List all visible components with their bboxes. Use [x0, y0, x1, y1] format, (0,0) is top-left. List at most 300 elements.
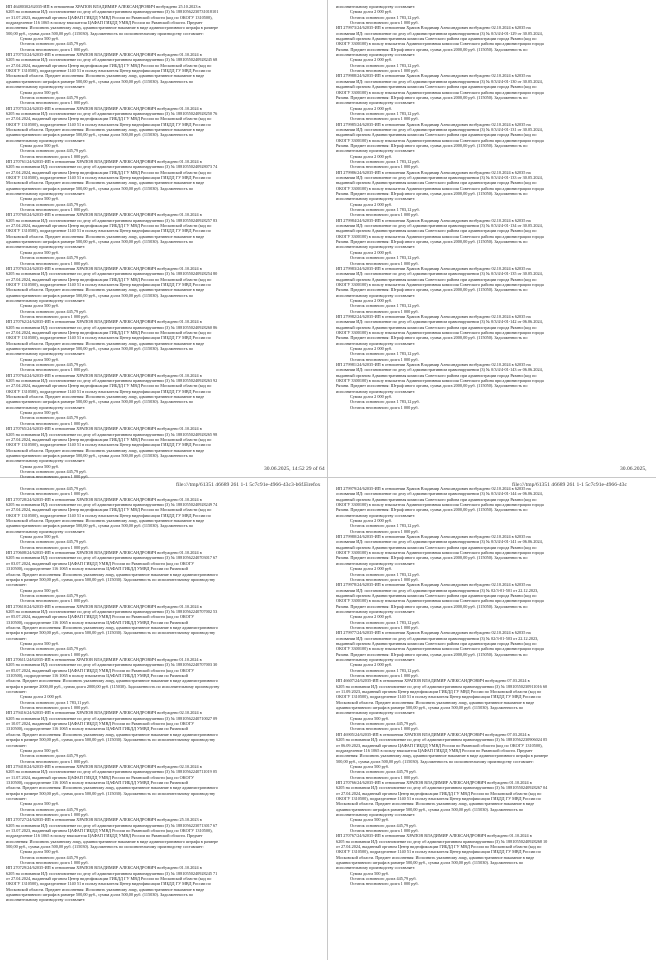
- text-line: Остаток неосновного долга 1 000 руб.: [20, 705, 89, 711]
- text-line: ИП 270753/24/62035-ИП в отношении ХРАПОВ ВЛАДИМИР АЛЕКСАНДРОВИЧ возбуждено 01.10.2024 в: [6, 52, 202, 58]
- text-line: Московской области. Предмет исполнения: Исполнить указанному лицу, административное наказание в виде: [6, 340, 205, 346]
- text-line: ИП 270760/24/62035-ИП в отношении ХРАПОВ ВЛАДИМИР АЛЕКСАНДРОВИЧ возбуждено 01.10.2024 в: [6, 212, 202, 218]
- text-line: административного штрафа в размере 500,00 руб., сумма долга 500,00 руб. (115030). Задолженность по: [6, 185, 194, 191]
- text-line: Рязани. Предмет исполнения: Штраф иного органа, сумма долга 2000,00 руб. (115050). Задолженность по: [336, 383, 528, 389]
- text-line: исполнительному производству составляет:: [336, 100, 416, 106]
- text-line: ИП 46905/24/62035-ИП в отношении ХРАПОВ ВЛАДИМИР АЛЕКСАНДРОВИЧ возбуждено 07.03.2024 в: [336, 731, 530, 737]
- text-line: Остаток неосновного долга 1 000 руб.: [20, 474, 89, 480]
- text-line: выданный органом Административная комиссия Советского района при администрации города Рязани (код по: [336, 36, 537, 42]
- text-line: административного штрафа в размере 500,00 руб., сумма долга 500,00 руб. (115030). Задолженность по: [6, 78, 194, 84]
- text-line: Рязани. Предмет исполнения: Штраф иного органа, сумма долга 2000,00 руб. (115050). Задолженность по: [336, 46, 528, 52]
- text-line: ИП 279984/24/62035-ИП в отношении Храпов Владимир Александрович возбуждено 02.10.2024 в 62035 на: [336, 217, 531, 223]
- text-line: штрафа в размере 500,00 руб., сумма долга 500,00 руб. (115030). Задолженность по исполнительному производству: [6, 737, 216, 743]
- text-line: Сумма долга 500 руб.: [20, 303, 59, 309]
- text-line: штрафа в размере 500,00 руб., сумма долга 500,00 руб. (115030). Задолженность по исполнительному производству: [6, 630, 216, 636]
- text-line: административного штрафа в размере 500,00 руб., сумма долга 500,00 руб. (115030). Задолженность по: [6, 523, 194, 529]
- text-line: 6205 на основании ИД: постановление по делу об административном правонарушении (3) № 18810550240928250 76: [6, 110, 218, 116]
- text-line: Сумма долга 500 руб.: [20, 801, 59, 807]
- text-line: подразделение 116 1065 в пользу взыскателя ЦАФАП ГИБДД УМВД России по Рязанской области. Предмет: [6, 833, 203, 839]
- text-line: исполнительному производству составляет:: [6, 351, 86, 357]
- text-line: основании ИД: постановление по делу об административном правонарушении (3) № 02/3-01-503 от 22.12.2023,: [336, 635, 539, 641]
- text-line: исполнительному производству составляет:: [336, 148, 416, 154]
- text-line: ИП 279977/24/62035-ИП в отношении Храпов Владимир Александрович возбуждено 02.10.2024 в 62035 на: [336, 630, 531, 636]
- text-line: 6205 на основании ИД: постановление по делу об административном правонарушении (3) № 18810550240928073 74: [6, 164, 218, 170]
- text-line: ОКОГУ 1310500), подразделение 1140 51 в пользу взыскателя Центр видеофиксации ГИБДД ГУ МВД России по: [6, 121, 211, 127]
- text-line: Остаток неосновного долга 1 000 руб.: [20, 651, 89, 657]
- text-line: исполнительному производству составляет:: [336, 340, 416, 346]
- text-line: исполнительному производству составляет:: [6, 528, 86, 534]
- text-line: Сумма долга 500 руб.: [350, 817, 389, 823]
- text-line: Рязани. Предмет исполнения: Штраф иного органа, сумма долга 2000,00 руб. (115050). Задолженность по: [336, 94, 528, 100]
- text-line: 6205 на основании ИД: постановление по делу об административном правонарушении (3) № 18810562240707002 53: [6, 608, 218, 614]
- page-column-divider: [327, 0, 328, 960]
- text-line: штрафа в размере 2000,00 руб., сумма долга 2000,00 руб. (115030). Задолженность по исполнительному производству: [6, 683, 220, 689]
- text-line: Остаток неосновного долга 1 000 руб.: [350, 673, 419, 679]
- text-line: от 06.09.2023, выданный органом ЦАФАП ГИБДД УМВД России по Рязанской области (код по ОКОГУ 1310500),: [336, 742, 543, 748]
- text-line: Сумма долга 500 руб.: [20, 356, 59, 362]
- text-line: исполнительному производству составляет:: [336, 292, 416, 298]
- text-line: области. Предмет исполнения: Исполнить указанному лицу, административное наказание в виде административного: [6, 678, 218, 684]
- page-text: [2, 484, 324, 903]
- text-line: 6205 на основании ИД: постановление по делу об административном правонарушении (3) № 18810550240928263 92: [6, 378, 218, 384]
- text-line: административного штрафа в размере 500,00 руб., сумма долга 500,00 руб. (115030). Задолженность по: [336, 806, 524, 812]
- text-line: области. Предмет исполнения: Исполнить указанному лицу, административное наказание в виде административного: [6, 624, 218, 630]
- text-line: ИП 279983/24/62035-ИП в отношении Храпов Владимир Александрович возбуждено 02.10.2024 в 62035 на: [336, 265, 531, 271]
- text-line: штрафа в размере 500,00 руб., сумма долга 500,00 руб. (115030). Задолженность по исполнительному производству: [6, 790, 216, 796]
- text-line: Остаток основного долга 1 783,12 руб.: [350, 303, 420, 309]
- text-line: ОКОГУ 1310500), подразделение 1140 51 в пользу взыскателя Центр видеофиксации ГИБДД ГУ МВД России по: [6, 881, 211, 887]
- text-line: ОКОГУ 3300100) в пользу взыскателя Административная комиссия Советского района при администрации города: [336, 550, 544, 556]
- text-line: Остаток основного долга 445,79 руб.: [20, 468, 87, 474]
- text-line: области. Предмет исполнения: Исполнить указанному лицу, административное наказание в виде административного: [6, 785, 218, 791]
- text-line: исполнительному производству составляет:: [336, 710, 416, 716]
- text-line: от 27.04.2024, выданный органом Центр видеофиксации ГИБДД ГУ МВД России по Московской области (код по: [6, 876, 212, 882]
- text-line: Сумма долга 2 000 руб.: [350, 297, 393, 303]
- text-line: выданный органом Административная комиссия Советского района при администрации города Рязани (код по: [336, 496, 537, 502]
- text-line: исполнительному производству составляет:: [336, 512, 416, 518]
- text-line: Остаток неосновного долга 1 000 руб.: [20, 46, 89, 52]
- text-line: исполнительному производству составляет:: [336, 608, 416, 614]
- text-line: Остаток неосновного долга 1 000 руб.: [350, 528, 419, 534]
- text-line: Сумма долга 500 руб.: [20, 849, 59, 855]
- text-line: выданный органом Административная комиссия Советского района при администрации города Рязани (код по: [336, 228, 537, 234]
- text-line: составляет:: [6, 635, 27, 641]
- text-line: Остаток неосновного долга 1 000 руб.: [20, 313, 89, 319]
- text-line: исполнительному производству составляет:: [336, 560, 416, 566]
- print-header-url: file:///tmp/61351 46689 261 1-1 5c7c91e-4966-43c: [512, 482, 627, 488]
- print-footer-date: 30.06.2025, 14:52: [264, 466, 305, 472]
- text-line: 6205 на основании ИД: постановление по делу об административном правонарушении (3) № 18810550240928254 80: [6, 271, 218, 277]
- text-line: основании ИД: постановление по делу об административном правонарушении (3) № 02/3-01-501 от 22.12.2023,: [336, 587, 539, 593]
- text-line: выданный органом Административная комиссия Советского района при администрации города Рязани (код по: [336, 592, 537, 598]
- text-line: 6205 на основании ИД: постановление по делу об административном правонарушении (3) № 18810562230713017 67: [6, 822, 218, 828]
- text-line: Остаток неосновного долга 1 000 руб.: [20, 811, 89, 817]
- text-line: 6205 на основании ИД: постановление по делу об административном правонарушении (3) № 18810550240928245 68: [6, 57, 218, 63]
- text-line: основании ИД: постановление по делу об административном правонарушении (3) № 0/3/4/4-01-134 от 30.05.2024,: [336, 223, 543, 229]
- text-line: Остаток неосновного долга 1 000 руб.: [20, 491, 89, 497]
- text-line: ОКОГУ 1310500), подразделение 1140 51 в пользу взыскателя Центр видеофиксации ГИБДД ГУ МВД России по: [6, 388, 211, 394]
- text-line: Московской области. Предмет исполнения: Исполнить указанному лицу, административное наказание в виде: [6, 126, 205, 132]
- text-line: Остаток неосновного долга 1 000 руб.: [350, 726, 419, 732]
- text-line: административного штрафа в размере 500,00 руб., сумма долга 500,00 руб. (115030). Задолженность по: [336, 705, 524, 711]
- text-line: основании ИД: постановление по делу об административном правонарушении (3) № 0/3/4/4-01-133 от 30.05.2024,: [336, 175, 543, 180]
- text-line: 6205 на основании ИД: постановление по делу об административном правонарушении (3) № 18810562230906024 05: [336, 737, 548, 743]
- text-line: Остаток основного долга 445,79 руб.: [20, 592, 87, 598]
- text-line: Остаток основного долга 445,79 руб.: [20, 854, 87, 860]
- text-line: Остаток неосновного долга 1 000 руб.: [20, 420, 89, 426]
- text-line: ОКОГУ 3300100) в пользу взыскателя Административная комиссия Советского района при администрации города: [336, 41, 544, 47]
- text-line: от 27.04.2024, выданный органом Центр видеофиксации ГИБДД ГУ МВД России по Московской области (код по: [336, 790, 542, 796]
- text-line: 500,00 руб., сумма долга 500,00 руб. (115030). Задолженность по исполнительному производству составляет:: [6, 30, 204, 36]
- text-line: Остаток неосновного долга 1 000 руб.: [350, 68, 419, 74]
- text-line: 1310500), подразделение 116 1065 в пользу взыскателя ЦАФАП ГИБДД УМВД России по Рязанской: [6, 566, 188, 572]
- text-line: Остаток неосновного долга 1 000 руб.: [20, 598, 89, 604]
- text-line: основании ИД: постановление по делу об административном правонарушении (3) № 0/3/4/4-01-143 от 06.06.2024,: [336, 367, 543, 373]
- text-line: Остаток основного долга 445,79 руб.: [20, 646, 87, 652]
- text-line: Остаток основного долга 1 783,12 руб.: [350, 399, 420, 405]
- text-line: от 27.04.2024, выданный органом Центр видеофиксации ГИБДД ГУ МВД России по Московской области (код по: [6, 436, 212, 442]
- text-line: выданный органом Административная комиссия Советского района при администрации города Рязани (код по: [336, 132, 537, 138]
- text-line: от 13.07.2023, выданный органом ЦАФАП ГИБДД УМВД России по Рязанской области (код по ОКОГУ 1310500),: [6, 828, 213, 833]
- text-line: области. Предмет исполнения: Исполнить указанному лицу, административное наказание в виде административного: [6, 731, 218, 737]
- text-line: ОКОГУ 3300100) в пользу взыскателя Административная комиссия Советского района при администрации города: [336, 89, 544, 95]
- text-line: Остаток неосновного долга 1 000 руб.: [20, 758, 89, 764]
- text-line: выданный органом Административная комиссия Советского района при администрации города Рязани (код по: [336, 276, 537, 282]
- text-line: ОКОГУ 1310500), подразделение 1140 51 в пользу взыскателя Центр видеофиксации ГИБДД ГУ МВД России по: [336, 849, 541, 855]
- text-line: административного штрафа в размере 500,00 руб., сумма долга 500,00 руб. (115030). Задолженность по: [6, 452, 194, 458]
- text-line: Сумма долга 500 руб.: [20, 640, 59, 646]
- text-line: от 03.07.2024, выданный органом ЦАФАП ГИБДД УМВД России по Рязанской области (код по ОКОГУ: [6, 560, 195, 566]
- text-line: административного штрафа в размере 500,00 руб., сумма долга 500,00 руб. (115030). Задолженность по: [6, 346, 194, 351]
- text-line: Московской области. Предмет исполнения: Исполнить указанному лицу, административное наказание в виде: [6, 73, 205, 79]
- text-line: ОКОГУ 1310500), подразделение 1140 51 в пользу взыскателя Центр видеофиксации ГИБДД ГУ МВД России по: [6, 335, 211, 341]
- text-line: Остаток основного долга 1 783,12 руб.: [350, 158, 420, 164]
- text-line: от 27.04.2024, выданный органом Центр видеофиксации ГИБДД ГУ МВД России по Московской области (код по: [6, 169, 212, 175]
- text-line: выданный органом Административная комиссия Советского района при администрации города Рязани (код по: [336, 84, 537, 90]
- text-line: Остаток основного долга 445,79 руб.: [20, 806, 87, 812]
- text-line: Остаток основного долга 1 783,12 руб.: [350, 14, 420, 20]
- text-line: основании ИД: постановление по делу об административном правонарушении (3) № 0/3/4/4-01-131 от 30.05.2024,: [336, 126, 543, 132]
- text-line: Сумма долга 500 руб.: [20, 36, 59, 42]
- text-line: ИП 279986/24/62035-ИП в отношении Храпов Владимир Александрович возбуждено 02.10.2024 в 62035 на: [336, 169, 531, 175]
- text-line: Остаток основного долга 445,79 руб.: [20, 753, 87, 759]
- text-line: исполнительному производству составляет:: [336, 811, 416, 817]
- text-line: Московской области. Предмет исполнения: Исполнить указанному лицу, административное наказание в виде: [6, 233, 205, 239]
- text-line: ОКОГУ 3300100) в пользу взыскателя Административная комиссия Советского района при администрации города: [336, 598, 544, 604]
- text-line: ИП 279973/24/62035-ИП в отношении Храпов Владимир Александрович возбуждено 02.10.2024 в 62035 на: [336, 25, 531, 31]
- text-line: Сумма долга 2 000 руб.: [350, 662, 393, 668]
- text-line: основании ИД: постановление по делу об административном правонарушении (3) № 0/3/4/4-01-142 от 06.06.2024,: [336, 319, 543, 325]
- text-line: исполнения: Исполнить указанному лицу, административное наказание в виде административного штрафа в размере: [6, 838, 219, 844]
- text-line: ОКОГУ 3300100) в пользу взыскателя Административная комиссия Советского района при администрации города: [336, 378, 544, 384]
- text-line: исполнительному производству составляет:: [6, 404, 86, 410]
- text-line: от 10.07.2024, выданный органом ЦАФАП ГИБДД УМВД России по Рязанской области (код по ОКОГУ: [6, 721, 195, 727]
- text-line: Остаток неосновного долга 1 000 руб.: [350, 260, 419, 266]
- text-line: ОКОГУ 3300100) в пользу взыскателя Административная комиссия Советского района при администрации города: [336, 185, 544, 191]
- text-line: ОКОГУ 1310500), подразделение 1140 51 в пользу взыскателя Центр видеофиксации ГИБДД ГУ МВД России по: [336, 694, 541, 700]
- text-line: Сумма долга 2 000 руб.: [350, 9, 393, 15]
- text-line: Рязани. Предмет исполнения: Штраф иного органа, сумма долга 2000,00 руб. (115050). Задолженность по: [336, 603, 528, 609]
- text-line: ОКОГУ 1310500), подразделение 1140 51 в пользу взыскателя Центр видеофиксации ГИБДД ГУ МВД России по: [6, 512, 211, 518]
- text-line: Остаток неосновного долга 1 000 руб.: [350, 164, 419, 170]
- text-line: Рязани. Предмет исполнения: Штраф иного органа, сумма долга 2000,00 руб. (115050). Задолженность по: [336, 507, 528, 513]
- text-line: Сумма долга 500 руб.: [350, 870, 389, 876]
- text-line: ИП 279416/24/62035-ИП в отношении ХРАПОВ ВЛАДИМИР АЛЕКСАНДРОВИЧ возбуждено 02.10.2024 в: [6, 710, 202, 716]
- text-line: Остаток неосновного долга 1 000 руб.: [350, 212, 419, 218]
- print-footer-date: 30.06.2025,: [620, 466, 647, 472]
- text-line: Остаток основного долга 445,79 руб.: [350, 721, 417, 727]
- text-line: от 27.04.2024, выданный органом Центр видеофиксации ГИБДД ГУ МВД России по Московской области (код по: [336, 844, 542, 850]
- text-line: Рязани. Предмет исполнения: Штраф иного органа, сумма долга 2000,00 руб. (115050). Задолженность по: [336, 142, 528, 148]
- print-header-app: Firefox: [304, 482, 321, 488]
- text-line: основании ИД: постановление по делу об административном правонарушении (3) № 0/3/4/4-01-141 от 06.06.2024,: [336, 539, 543, 545]
- text-line: штрафа в размере 500,00 руб., сумма долга 500,00 руб. (115030). Задолженность по исполнительному производству: [6, 576, 216, 582]
- text-line: Сумма долга 500 руб.: [350, 763, 389, 769]
- text-line: ОКОГУ 3300100) в пользу взыскателя Административная комиссия Советского района при администрации города: [336, 646, 544, 652]
- text-line: Рязани. Предмет исполнения: Штраф иного органа, сумма долга 2000,00 руб. (115050). Задолженность по: [336, 555, 528, 561]
- text-line: 6205 на основании ИД: постановление по делу об административном правонарушении (3) № 18810562240710027 09: [6, 715, 218, 721]
- document-page-bottom-right: [332, 484, 654, 954]
- text-line: 6205 на основании ИД: постановление по делу об административном правонарушении (3) № 18810562240703017 67: [6, 555, 218, 561]
- text-line: Сумма долга 2 000 руб.: [350, 394, 393, 400]
- text-line: ИП 279982/24/62035-ИП в отношении Храпов Владимир Александрович возбуждено 02.10.2024 в 62035 на: [336, 313, 531, 319]
- text-line: Остаток основного долга 445,79 руб.: [20, 201, 87, 207]
- text-line: Остаток основного долга 445,79 руб.: [20, 415, 87, 421]
- text-line: исполнительному производству составляет:: [6, 137, 86, 143]
- text-line: исполнительному производству составляет:: [6, 191, 86, 197]
- text-line: Рязани. Предмет исполнения: Штраф иного органа, сумма долга 2000,00 руб. (115050). Задолженность по: [336, 287, 528, 293]
- text-line: основании ИД: постановление по делу об административном правонарушении (3) № 0/3/4/4-01-129 от 30.05.2024,: [336, 30, 543, 36]
- text-line: административного штрафа в размере 500,00 руб., сумма долга 500,00 руб. (115030). Задолженность по: [6, 892, 194, 898]
- text-line: Московской области. Предмет исполнения: Исполнить указанному лицу, административное наказание в виде: [6, 394, 205, 400]
- text-line: ИП 270766/24/62035-ИП в отношении ХРАПОВ ВЛАДИМИР АЛЕКСАНДРОВИЧ возбуждено 01.10.2024 в: [336, 779, 532, 785]
- text-line: основании ИД: постановление по делу об административном правонарушении (3) № 0/3/4/4-01-130 от 30.05.2024,: [336, 78, 543, 84]
- text-line: исполнительному производству составляет:: [6, 84, 86, 90]
- text-line: 6205 на основании ИД: постановление по делу об административном правонарушении (3) № 18810550240928245 71: [6, 870, 218, 876]
- text-line: ОКОГУ 3300100) в пользу взыскателя Административная комиссия Советского района при администрации города: [336, 281, 544, 287]
- text-line: Остаток неосновного долга 1 000 руб.: [350, 624, 419, 630]
- print-footer-page-number: 29 of 64: [306, 466, 325, 472]
- text-line: основании ИД: постановление по делу об административном правонарушении (3) № 0/3/4/4-01-135 от 30.05.2024,: [336, 271, 543, 277]
- text-line: Сумма долга 500 руб.: [20, 463, 59, 469]
- text-line: Остаток неосновного долга 1 000 руб.: [350, 881, 419, 887]
- text-line: Остаток основного долга 1 783,12 руб.: [350, 62, 420, 68]
- text-line: исполнительному производству составляет:: [336, 244, 416, 250]
- text-line: Остаток неосновного долга 1 000 руб.: [350, 576, 419, 582]
- text-line: Остаток неосновного долга 1 000 руб.: [20, 544, 89, 550]
- text-line: Сумма долга 500 руб.: [20, 249, 59, 255]
- text-line: 1310500), подразделение 116 1065 в пользу взыскателя ЦАФАП ГИБДД УМВД России по Рязанской: [6, 619, 188, 625]
- text-line: от 31.07.2023, выданный органом ЦАФАП ГИБДД УМВД России по Рязанской области (код по ОКОГУ 1310500),: [6, 14, 213, 20]
- text-line: ОКОГУ 1310500), подразделение 1140 51 в пользу взыскателя Центр видеофиксации ГИБДД ГУ МВД России по: [6, 228, 211, 234]
- text-line: Сумма долга 2 000 руб.: [350, 153, 393, 159]
- text-line: составляет:: [6, 689, 27, 695]
- document-page-top-right: [332, 2, 654, 472]
- text-line: 6205 на основании ИД: постановление по делу об административном правонарушении (3) № 18810550240928249 74: [6, 502, 218, 508]
- text-line: 1310500), подразделение 116 1065 в пользу взыскателя ЦАФАП ГИБДД УМВД России по Рязанской: [6, 726, 188, 732]
- text-line: Остаток основного долга 445,79 руб.: [20, 362, 87, 368]
- text-line: Остаток основного долга 1 783,12 руб.: [350, 351, 420, 357]
- text-line: 1310500), подразделение 116 1065 в пользу взыскателя ЦАФАП ГИБДД УМВД России по Рязанской: [6, 673, 188, 679]
- text-line: Сумма долга 2 000 руб.: [350, 614, 393, 620]
- text-line: ОКОГУ 1310500), подразделение 1140 51 в пользу взыскателя Центр видеофиксации ГИБДД ГУ МВД России по: [6, 68, 211, 74]
- text-line: ИП 270608/24/62035-ИП в отношении ХРАПОВ ВЛАДИМИР АЛЕКСАНДРОВИЧ возбуждено 01.10.2024 в: [6, 550, 202, 556]
- text-line: Остаток основного долга 445,79 руб.: [20, 41, 87, 47]
- text-line: Остаток неосновного долга 1 000 руб.: [20, 260, 89, 266]
- document-page-bottom-left: [2, 484, 324, 954]
- text-line: Рязани. Предмет исполнения: Штраф иного органа, сумма долга 2000,00 руб. (115050). Задолженность по: [336, 239, 528, 245]
- page-text: [2, 2, 324, 480]
- text-line: ОКОГУ 1310500), подразделение 1140 51 в пользу взыскателя Центр видеофиксации ГИБДД ГУ МВД России по: [6, 175, 211, 180]
- text-line: ОКОГУ 1310500), подразделение 1140 51 в пользу взыскателя Центр видеофиксации ГИБДД ГУ МВД России по: [6, 281, 211, 287]
- text-line: Остаток основного долга 1 783,12 руб.: [350, 255, 420, 261]
- text-line: административного штрафа в размере 500,00 руб., сумма долга 500,00 руб. (115030). Задолженность по: [6, 292, 194, 298]
- text-line: 6205 на основании ИД: постановление по делу об административном правонарушении (3) № 18810562240711019 05: [6, 769, 218, 775]
- text-line: Остаток неосновного долга 1 000 руб.: [350, 308, 419, 314]
- text-line: от 05.07.2024, выданный органом ЦАФАП ГИБДД УМВД России по Рязанской области (код по ОКОГУ: [6, 667, 195, 673]
- text-line: ИП 279985/24/62035-ИП в отношении Храпов Владимир Александрович возбуждено 02.10.2024 в 62035 на: [336, 121, 531, 127]
- text-line: Сумма долга 500 руб.: [20, 410, 59, 416]
- text-line: 6205 на основании ИД: постановление по делу об административном правонарушении (3) № 18810550240928257 83: [6, 217, 218, 223]
- text-line: ИП 270729/24/62035-ИП в отношении ХРАПОВ ВЛАДИМИР АЛЕКСАНДРОВИЧ возбуждено 01.10.2024 в: [6, 865, 202, 871]
- text-line: выданный органом Административная комиссия Советского района при администрации города Рязани (код по: [336, 324, 537, 330]
- text-line: Московской области. Предмет исполнения: Исполнить указанному лицу, административное наказание в виде: [336, 854, 535, 860]
- text-line: Московской области. Предмет исполнения: Исполнить указанному лицу, административное наказание в виде: [336, 801, 535, 807]
- text-line: Сумма долга 2 000 руб.: [350, 57, 393, 63]
- text-line: административного штрафа в размере 500,00 руб., сумма долга 500,00 руб. (115030). Задолженность по: [6, 399, 194, 405]
- text-line: Сумма долга 500 руб.: [20, 89, 59, 95]
- print-header-url: file:///tmp/61351 46689 261 1-1 5c7c91e-4966-43c3-b6f...: [176, 482, 308, 488]
- text-line: исполнительному производству составляет:: [336, 657, 416, 662]
- text-line: от 27.04.2024, выданный органом Центр видеофиксации ГИБДД ГУ МВД России по Московской области (код по: [6, 329, 212, 335]
- text-line: от 27.04.2024, выданный органом Центр видеофиксации ГИБДД ГУ МВД России по Московской области (код по: [6, 276, 212, 282]
- text-line: ИП 270610/24/62035-ИП в отношении ХРАПОВ ВЛАДИМИР АЛЕКСАНДРОВИЧ возбуждено 01.10.2024 в: [6, 603, 202, 609]
- text-line: ИП 279980/24/62035-ИП в отношении Храпов Владимир Александрович возбуждено 02.10.2024 в 62035 на: [336, 534, 531, 540]
- text-line: исполнительному производству составляет:: [336, 4, 416, 9]
- text-line: Остаток основного долга 1 783,12 руб.: [350, 619, 420, 625]
- text-line: административного штрафа в размере 500,00 руб., сумма долга 500,00 руб. (115030). Задолженность по: [6, 132, 194, 138]
- text-line: от 11.07.2024, выданный органом ЦАФАП ГИБДД УМВД России по Рязанской области (код по ОКОГУ: [6, 774, 195, 780]
- text-line: ИП 270727/24/62035-ИП в отношении ХРАПОВ ВЛАДИМИР АЛЕКСАНДРОВИЧ возбуждено 25.10.2023 в: [6, 817, 202, 823]
- text-line: от 11.09.2023, выданный органом Центр видеофиксации ГИБДД ГУ МВД России по Московской области (код по: [336, 689, 542, 695]
- text-line: области. Предмет исполнения: Исполнить указанному лицу, административное наказание в виде административного: [6, 571, 218, 577]
- page-text: [332, 2, 654, 410]
- text-line: ИП 270763/24/62035-ИП в отношении ХРАПОВ ВЛАДИМИР АЛЕКСАНДРОВИЧ возбуждено 01.10.2024 в: [6, 265, 202, 271]
- text-line: Остаток неосновного долга 1 000 руб.: [20, 367, 89, 373]
- text-line: 6205 на основании ИД: постановление по делу об административном правонарушении (3) № 18810550240928260 86: [6, 324, 218, 330]
- text-line: Остаток основного долга 445,79 руб.: [350, 876, 417, 882]
- text-line: исполнения: Исполнить указанному лицу, административное наказание в виде административного штрафа в размере: [6, 25, 219, 31]
- text-line: Остаток основного долга 445,79 руб.: [20, 539, 87, 545]
- text-line: ОКОГУ 3300100) в пользу взыскателя Административная комиссия Советского района при администрации города: [336, 233, 544, 239]
- text-line: Сумма долга 500 руб.: [350, 715, 389, 721]
- text-line: 6205 на основании ИД: постановление по делу об административном правонарушении (3) № 18810550230911016 60: [336, 683, 548, 689]
- text-line: исполнения: Исполнить указанному лицу, административное наказание в виде административного штрафа в размере: [336, 753, 549, 759]
- text-line: Сумма долга 500 руб.: [20, 196, 59, 202]
- text-line: Остаток основного долга 1 783,12 руб.: [350, 207, 420, 213]
- text-line: Московской области. Предмет исполнения: Исполнить указанному лицу, административное наказание в виде: [6, 518, 205, 524]
- page-text: [332, 484, 654, 887]
- text-line: ИП 270767/24/62035-ИП в отношении ХРАПОВ ВЛАДИМИР АЛЕКСАНДРОВИЧ возбуждено 01.10.2024 в: [336, 833, 532, 839]
- text-line: Остаток неосновного долга 1 000 руб.: [20, 860, 89, 866]
- text-line: 6205 на основании ИД: постановление по делу об административном правонарушении (3) № 18810562230731018101: [6, 9, 219, 15]
- text-line: 500,00 руб., сумма долга 500,00 руб. (115030). Задолженность по исполнительному производству составляет:: [336, 758, 534, 764]
- text-line: Рязани. Предмет исполнения: Штраф иного органа, сумма долга 2000,00 руб. (115050). Задолженность по: [336, 191, 528, 197]
- text-line: ИП 46480302/62035-ИП в отношении ХРАПОВ ВЛАДИМИР АЛЕКСАНДРОВИЧ возбуждено 25.10.2023 в: [6, 4, 201, 9]
- text-line: составляет:: [6, 742, 27, 748]
- text-line: от 05.07.2024, выданный органом ЦАФАП ГИБДД УМВД России по Рязанской области (код по ОКОГУ: [6, 614, 195, 620]
- text-line: Остаток неосновного долга 1 000 руб.: [350, 20, 419, 26]
- text-line: ИП 270764/24/62035-ИП в отношении ХРАПОВ ВЛАДИМИР АЛЕКСАНДРОВИЧ возбуждено 01.10.2024 в: [6, 372, 202, 378]
- text-line: Сумма долга 500 руб.: [20, 747, 59, 753]
- text-line: Остаток основного долга 1 783,12 руб.: [350, 667, 420, 673]
- text-line: ИП 270728/24/62035-ИП в отношении ХРАПОВ ВЛАДИМИР АЛЕКСАНДРОВИЧ возбуждено 01.10.2024 в: [6, 496, 202, 502]
- text-line: от 27.04.2024, выданный органом Центр видеофиксации ГИБДД ГУ МВД России по Московской области (код по: [6, 116, 212, 122]
- text-line: Рязани. Предмет исполнения: Штраф иного органа, сумма долга 2000,00 руб. (115050). Задолженность по: [336, 335, 528, 341]
- text-line: административного штрафа в размере 500,00 руб., сумма долга 500,00 руб. (115030). Задолженность по: [6, 239, 194, 245]
- text-line: Остаток неосновного долга 1 000 руб.: [350, 356, 419, 362]
- text-line: Остаток основного долга 445,79 руб.: [20, 94, 87, 100]
- text-line: Сумма долга 2 000 руб.: [350, 249, 393, 255]
- text-line: ИП 270761/24/62035-ИП в отношении ХРАПОВ ВЛАДИМИР АЛЕКСАНДРОВИЧ возбуждено 01.10.2024 в: [6, 158, 202, 164]
- text-line: подразделение 116 1065 в пользу взыскателя ЦАФАП ГИБДД УМВД России по Рязанской области. Предмет: [336, 747, 533, 753]
- text-line: Остаток основного долга 445,79 руб.: [350, 822, 417, 828]
- text-line: ИП 279979/24/62035-ИП в отношении Храпов Владимир Александрович возбуждено 02.10.2024 в 62035 на: [336, 486, 531, 491]
- text-line: Московской области. Предмет исполнения: Исполнить указанному лицу, административное наказание в виде: [6, 287, 205, 293]
- text-line: 6205 на основании ИД: постановление по делу об административном правонарушении (3) № 18810550240928265 98: [6, 431, 218, 437]
- text-line: Остаток неосновного долга 1 000 руб.: [20, 100, 89, 106]
- text-line: Сумма долга 2 000 руб.: [350, 518, 393, 524]
- text-line: ОКОГУ 3300100) в пользу взыскателя Административная комиссия Советского района при администрации города: [336, 502, 544, 508]
- document-page-top-left: [2, 2, 324, 480]
- text-line: Остаток основного долга 445,79 руб.: [20, 486, 87, 491]
- text-line: от 27.04.2024, выданный органом Центр видеофиксации ГИБДД ГУ МВД России по Московской области (код по: [6, 383, 212, 389]
- text-line: Остаток основного долга 1 783,11 руб.: [20, 699, 90, 705]
- text-line: ОКОГУ 1310500), подразделение 1140 51 в пользу взыскателя Центр видеофиксации ГИБДД ГУ МВД России по: [336, 795, 541, 801]
- text-line: ИП 46607/24/62035-ИП в отношении ХРАПОВ ВЛАДИМИР АЛЕКСАНДРОВИЧ возбуждено 07.03.2024 в: [336, 678, 530, 684]
- text-line: составляет:: [6, 582, 27, 588]
- text-line: Сумма долга 2 000 руб.: [350, 105, 393, 111]
- text-line: ИП 279978/24/62035-ИП в отношении Храпов Владимир Александрович возбуждено 02.10.2024 в 62035 на: [336, 582, 531, 588]
- text-line: Сумма долга 2 000 руб.: [350, 566, 393, 572]
- text-line: выданный органом Административная комиссия Советского района при администрации города Рязани (код по: [336, 640, 537, 646]
- text-line: исполнительному производству составляет:: [336, 388, 416, 394]
- text-line: составляет:: [6, 795, 27, 801]
- text-line: Московской области. Предмет исполнения: Исполнить указанному лицу, административное наказание в виде: [6, 447, 205, 453]
- text-line: Остаток неосновного долга 1 000 руб.: [20, 207, 89, 213]
- text-line: 6205 на основании ИД: постановление по делу об административном правонарушении (3) № 18810550240928268 10: [336, 838, 548, 844]
- text-line: ИП 270762/24/62035-ИП в отношении ХРАПОВ ВЛАДИМИР АЛЕКСАНДРОВИЧ возбуждено 01.10.2024 в: [6, 319, 202, 325]
- text-line: ИП 270753/24/62035-ИП в отношении ХРАПОВ ВЛАДИМИР АЛЕКСАНДРОВИЧ возбуждено 01.10.2024 в: [6, 105, 202, 111]
- text-line: Остаток основного долга 1 783,12 руб.: [350, 110, 420, 116]
- text-line: исполнительному производству составляет:: [6, 297, 86, 303]
- text-line: 500,00 руб., сумма долга 500,00 руб. (115030). Задолженность по исполнительному производству составляет:: [6, 844, 204, 850]
- text-line: Сумма долга 2 000 руб.: [20, 694, 63, 700]
- text-line: Остаток основного долга 445,79 руб.: [20, 148, 87, 154]
- text-line: ИП 279981/24/62035-ИП в отношении Храпов Владимир Александрович возбуждено 02.10.2024 в 62035 на: [336, 362, 531, 368]
- text-line: Сумма долга 500 руб.: [20, 587, 59, 593]
- text-line: ИП 270765/24/62035-ИП в отношении ХРАПОВ ВЛАДИМИР АЛЕКСАНДРОВИЧ возбуждено 01.10.2024 в: [6, 426, 202, 432]
- text-line: исполнительному производству составляет:: [6, 458, 86, 464]
- text-line: ОКОГУ 3300100) в пользу взыскателя Административная комиссия Советского района при администрации города: [336, 329, 544, 335]
- text-line: 1310500), подразделение 116 1065 в пользу взыскателя ЦАФАП ГИБДД УМВД России по Рязанской: [6, 779, 188, 785]
- text-line: Остаток основного долга 445,79 руб.: [20, 308, 87, 314]
- text-line: Остаток основного долга 445,79 руб.: [350, 769, 417, 775]
- text-line: Остаток неосновного долга 1 000 руб.: [350, 116, 419, 122]
- text-line: ОКОГУ 1310500), подразделение 1140 51 в пользу взыскателя Центр видеофиксации ГИБДД ГУ МВД России по: [6, 442, 211, 448]
- text-line: Остаток основного долга 445,79 руб.: [20, 255, 87, 261]
- text-line: Московской области. Предмет исполнения: Исполнить указанному лицу, административное наказание в виде: [6, 886, 205, 892]
